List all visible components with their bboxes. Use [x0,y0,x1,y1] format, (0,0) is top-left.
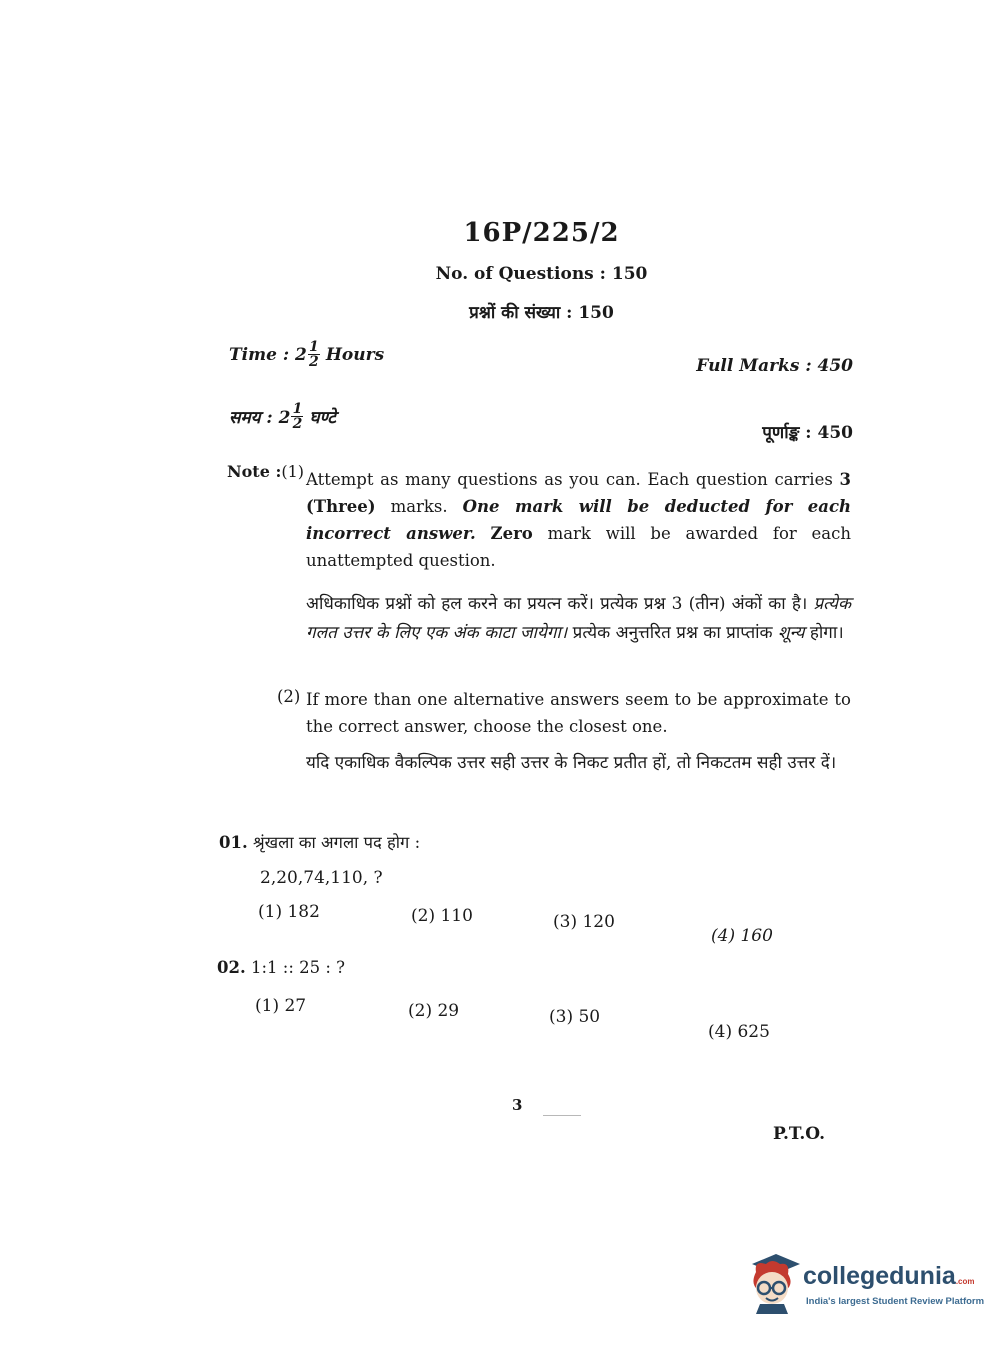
question-text: श्रृंखला का अगला पद होग : [252,833,421,852]
note-item-2-hindi: यदि एकाधिक वैकल्पिक उत्तर सही उत्तर के निकट प्रतीत हों, तो निकटतम सही उत्तर दें। [306,753,837,773]
collegedunia-mascot-icon [742,1250,802,1316]
q1-option-2: (2) 110 [411,906,473,926]
q2-option-3: (3) 50 [549,1007,601,1027]
scan-mark [543,1115,581,1116]
q1-option-4: (4) 160 [711,926,773,946]
time-allowed-hindi [229,402,336,431]
time-fraction: $\frac{1}{2}$ [308,339,319,370]
collegedunia-logo-text: collegedunia.com [803,1262,975,1290]
full-marks: Full Marks : 450 [696,356,853,376]
question-1-series: 2,20,74,110, ? [260,868,383,888]
question-2 [217,958,345,977]
question-number: 01. [219,833,248,852]
full-marks-hindi: पूर्णाङ्क : 450 [762,423,853,443]
question-1 [219,830,420,853]
question-text: 1:1 :: 25 : ? [250,958,346,977]
q2-option-1: (1) 27 [255,996,307,1016]
q2-option-2: (2) 29 [408,1001,460,1021]
note-label: Note :(1) [227,462,305,481]
note-item-2-number: (2) [277,687,301,706]
paper-code: 16P/225/2 [463,218,620,248]
time-unit: Hours [325,344,385,365]
collegedunia-tagline: India's largest Student Review Platform [806,1296,985,1307]
question-number: 02. [217,958,246,977]
note-item-1-hindi: अधिकाधिक प्रश्नों को हल करने का प्रयत्न करें। प्रत्येक प्रश्न 3 (तीन) अंकों का है। प्रत्येक गलत उत्तर के लिए एक अंक काटा जायेगा। प्रत्येक अनुत्तरित प्रश्न का प्राप्तांक शून्य होगा। [306,594,852,643]
time-allowed [229,340,384,369]
page-number: 3 [512,1096,523,1114]
question-count-hindi: प्रश्नों की संख्या : 150 [469,303,614,323]
q1-option-1: (1) 182 [258,902,320,922]
time-fraction-hindi: $\frac{1}{2}$ [292,401,303,432]
time-label: Time : 2 [229,344,307,365]
time-label-hindi: समय : 2 [229,408,291,428]
q2-option-4: (4) 625 [708,1022,770,1042]
time-unit-hindi: घण्टे [309,408,336,428]
question-count: No. of Questions : 150 [435,264,648,284]
q1-option-3: (3) 120 [553,912,615,932]
pto: P.T.O. [773,1124,825,1144]
note-item-1: Attempt as many questions as you can. Each question carries 3 (Three) marks. One mark will be deducted for each incorrect answer. Zero mark will be awarded for each unattempted question. [306,470,852,570]
note-item-2: If more than one alternative answers seem to be approximate to the correct answer, choose the closest one. [306,690,851,736]
